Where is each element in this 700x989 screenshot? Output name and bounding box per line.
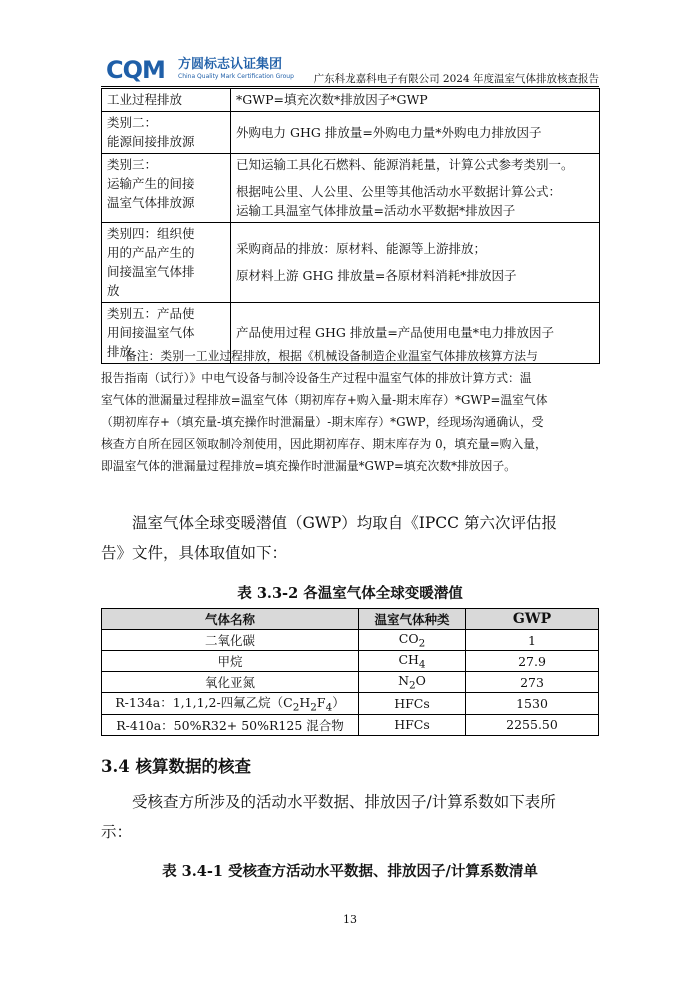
table-row — [102, 89, 600, 112]
activity-data-paragraph: 受核查方所涉及的活动水平数据、排放因子/计算系数如下表所 示： — [101, 793, 556, 841]
gwp-value-cell: 273 — [466, 672, 599, 693]
table-note: 备注：类别一工业过程排放，根据《机械设备制造企业温室气体排放核算方法与 报告指南（试行）》中电气设备与制冷设备生产过程中温室气体的排放计算方式：温 室气体的泄漏量过程排放=温室气体（期初库存+购入量-期末库存）*GWP=温室气体 （期初库存+（填充量-填充操作时泄漏量）-期末库存）*GWP，经现场沟通确认，受 核查方自所在园区领取制冷剂使用，因此期初库存、期末库存为 0，填充量=购入量， 即温室气体的泄漏量过程排放=填充操作时泄漏量*GWP=填充次数*排放因子。 — [101, 349, 548, 473]
table-cell: 类别五：产品使 用间接温室气体 排放 — [102, 303, 231, 364]
table-cell: 外购电力 GHG 排放量=外购电力量*外购电力排放因子 — [231, 112, 600, 154]
gas-name-cell: 氧化亚氮 — [102, 672, 359, 693]
logo-mark: CQM — [106, 56, 165, 84]
gwp-source-paragraph: 温室气体全球变暖潜值（GWP）均取自《IPCC 第六次评估报 告》文件，具体取值如下： — [101, 514, 557, 562]
logo-english-name: China Quality Mark Certification Group — [178, 73, 294, 80]
gwp-value-cell: 1530 — [466, 693, 599, 715]
emission-category-table — [101, 88, 600, 364]
table-cell: 类别三： 运输产生的间接 温室气体排放源 — [102, 154, 231, 223]
gas-type-cell: HFCs — [359, 714, 466, 735]
gas-type-cell: $CH_4$ — [359, 651, 466, 672]
page-number: 13 — [343, 913, 357, 926]
gwp-value-cell: 1 — [466, 630, 599, 651]
table-caption: 表 3.3-2 各温室气体全球变暖潜值 — [237, 585, 463, 602]
column-header: GWP — [466, 609, 599, 630]
table-cell: 产品使用过程 GHG 排放量=产品使用电量*电力排放因子 — [231, 303, 600, 364]
logo-chinese-name: 方圆标志认证集团 — [178, 57, 283, 72]
company-logo — [106, 58, 306, 86]
section-heading: 3.4 核算数据的核查 — [101, 757, 251, 776]
table-cell: 类别四：组织使 用的产品产生的 间接温室气体排 放 — [102, 223, 231, 303]
table-caption: 表 3.4-1 受核查方活动水平数据、排放因子/计算系数清单 — [162, 863, 538, 880]
table-header-row — [102, 609, 599, 630]
table-row — [102, 223, 600, 303]
column-header: 温室气体种类 — [359, 609, 466, 630]
table-row — [102, 651, 599, 672]
gas-name-cell: 二氧化碳 — [102, 630, 359, 651]
header-divider — [101, 86, 599, 87]
table-cell: 已知运输工具化石燃料、能源消耗量，计算公式参考类别一。 根据吨公里、人公里、公里等其他活动水平数据计算公式： 运输工具温室气体排放量=活动水平数据*排放因子 — [231, 154, 600, 223]
gas-name-cell: 甲烷 — [102, 651, 359, 672]
table-cell: *GWP=填充次数*排放因子*GWP — [231, 89, 600, 112]
gas-name-cell: R-134a：1,1,1,2-四氟乙烷$(C_2H_2F_4)$ — [102, 693, 359, 715]
table-row — [102, 693, 599, 715]
gwp-values-table — [101, 608, 599, 736]
table-row — [102, 112, 600, 154]
report-header-title: 广东科龙嘉科电子有限公司 2024 年度温室气体排放核查报告 — [313, 73, 599, 85]
table-row — [102, 714, 599, 735]
table-row — [102, 672, 599, 693]
gas-type-cell: $N_2O$ — [359, 672, 466, 693]
table-row — [102, 154, 600, 223]
gas-type-cell: HFCs — [359, 693, 466, 715]
gwp-value-cell: 27.9 — [466, 651, 599, 672]
table-cell: 类别二： 能源间接排放源 — [102, 112, 231, 154]
gas-type-cell: $CO_2$ — [359, 630, 466, 651]
table-cell: 采购商品的排放：原材料、能源等上游排放； 原材料上游 GHG 排放量=各原材料消耗*排放因子 — [231, 223, 600, 303]
table-cell: 工业过程排放 — [102, 89, 231, 112]
column-header: 气体名称 — [102, 609, 359, 630]
table-row — [102, 630, 599, 651]
gwp-value-cell: 2255.50 — [466, 714, 599, 735]
gas-name-cell: R-410a：50%R32+ 50%R125 混合物 — [102, 714, 359, 735]
